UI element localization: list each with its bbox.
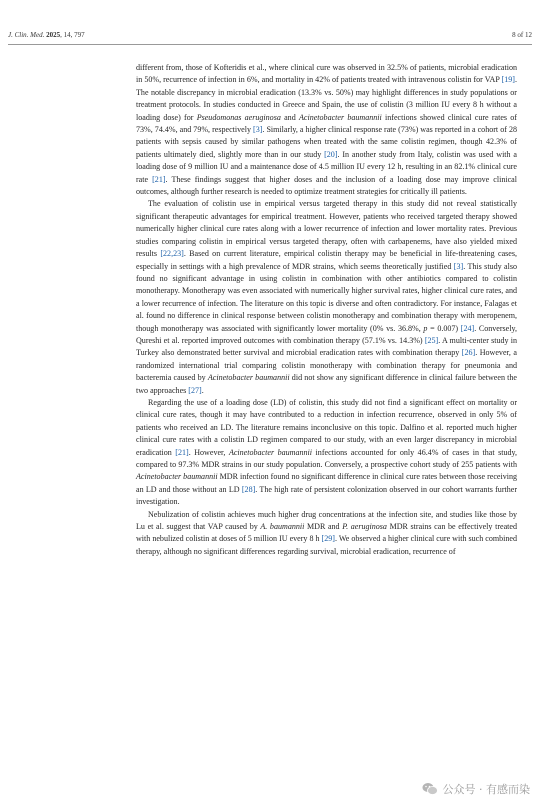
citation-link[interactable]: [24] bbox=[460, 323, 475, 333]
italic-term: Acinetobacter baumannii bbox=[136, 472, 218, 482]
citation-link[interactable]: [27] bbox=[188, 385, 202, 395]
text-run: and bbox=[280, 112, 299, 122]
body-paragraph bbox=[136, 198, 517, 397]
italic-term: Acinetobacter baumannii bbox=[207, 373, 290, 383]
text-run: . The high rate of persistent colonization observed in our cohort warrants further investigation. bbox=[136, 484, 518, 507]
watermark-text: 公众号 · 有感而染 bbox=[442, 783, 530, 796]
body-paragraph bbox=[136, 509, 517, 559]
wechat-icon bbox=[422, 782, 438, 796]
header-rule bbox=[8, 44, 532, 45]
article-body bbox=[136, 62, 517, 558]
text-run: Regarding the use of a loading dose (LD) of colistin, this study did not find a significant effect on mortality or clinical cure rates, though it may have contributed to a reduction in infection recurrence, observed in only 5% of patients who received an LD. The literature remains inconclusive on this topic. Dalfino et al. reported much higher clinical cure rates with a colistin LD regimen compared to our study, with an even larger discrepancy in microbial eradication bbox=[136, 397, 517, 457]
text-run: MDR and bbox=[304, 522, 343, 532]
citation-link[interactable]: [21] bbox=[175, 447, 189, 457]
body-paragraph bbox=[136, 62, 517, 198]
text-run: . This study also found no significant advantage in using colistin in combination with other antibiotics compared to colistin monotherapy. Monotherapy was even associated with numerically higher survival rates, higher clinical cure rates, and a lower recurrence of infection. The literature on this topic is diverse and often contradictory. For instance, Falagas et al. found no difference in clinical response between colistin monotherapy and combination therapy with meropenem, though monotherapy was associated with significantly lower mortality (0% vs. 36.8%, bbox=[136, 261, 517, 333]
text-run: . Similarly, a higher clinical response rate (73%) was reported in a cohort of 28 patients with sepsis caused by similar pathogens when treated with the same colistin regimen, though 42.3% of patients ultimately died, slightly more than in our study bbox=[136, 125, 517, 159]
italic-term: A. baumannii bbox=[260, 522, 305, 532]
page-number: 8 of 12 bbox=[512, 31, 532, 39]
citation-link[interactable]: [20] bbox=[324, 149, 338, 159]
citation-link[interactable]: [29] bbox=[321, 534, 335, 544]
text-run: . We observed a higher clinical cure with such combined therapy, although no significant differences regarding survival, microbial eradication, recurrence of bbox=[136, 534, 517, 556]
italic-term: Acinetobacter baumannii bbox=[298, 112, 382, 122]
text-run: . However, a randomized international trial comparing colistin monotherapy with combination therapy for pneumonia and bacteremia caused by bbox=[136, 348, 517, 383]
citation-link[interactable]: [3] bbox=[453, 261, 464, 271]
text-run: infections accounted for only 46.4% of cases in that study, compared to 97.3% MDR strains in our study population. Conversely, a prospective cohort study of 255 patients with bbox=[136, 447, 518, 469]
text-run: . A multi-center study in Turkey also demonstrated better survival and microbial eradication rates with combination therapy bbox=[136, 335, 517, 358]
text-run: . However, bbox=[188, 447, 229, 457]
text-run: did not show any significant difference in clinical failure between the two approaches bbox=[136, 373, 517, 395]
text-run: . The notable discrepancy in microbial eradication (13.3% vs. 50%) may highlight differences in study populations or treatment protocols. In studies conducted in Greece and Spain, the use of colistin (3 million IU every 8 h without a loading dose) for bbox=[136, 75, 517, 122]
body-paragraph bbox=[136, 397, 517, 509]
citation-link[interactable]: [21] bbox=[152, 174, 166, 184]
citation-link[interactable]: [26] bbox=[461, 348, 476, 358]
citation-link[interactable]: [22,23] bbox=[160, 249, 184, 259]
journal-volume: , 14, 797 bbox=[60, 31, 85, 39]
text-run: = 0.007) bbox=[427, 323, 461, 333]
italic-term: P. aeruginosa bbox=[342, 522, 387, 532]
italic-term: p bbox=[423, 323, 428, 333]
text-run: . In another study from Italy, colistin was used with a loading dose of 9 million IU and a maintenance dose of 4.5 million IU every 12 h, resulting in an 82.1% clinical cure rate bbox=[136, 149, 517, 184]
text-run: infections showed clinical cure rates of 73%, 74.4%, and 79%, respectively bbox=[136, 112, 517, 135]
text-run: The evaluation of colistin use in empirical versus targeted therapy in this study did not reveal statistically significant therapeutic advantages for empirical treatment. However, patients who received targeted therapy showed numerically higher clinical cure rates along with a lower recurrence of infection and lower mortality rates. Previous studies comparing colistin in empirical versus targeted therapy, often with carbapenems, have also yielded mixed results bbox=[136, 199, 517, 259]
page-header bbox=[8, 28, 532, 42]
text-run: MDR strains can be effectively treated with nebulized colistin at doses of 5 million IU every 8 h bbox=[136, 522, 517, 544]
italic-term: Pseudomonas aeruginosa bbox=[196, 112, 281, 122]
text-run: . These findings suggest that higher doses and the inclusion of a loading dose may improve clinical outcomes, although further research is needed to optimize treatment strategies for critically ill patients. bbox=[136, 174, 517, 197]
watermark bbox=[422, 781, 531, 797]
text-run: . Conversely, Qureshi et al. reported improved outcomes with combination therapy (57.1% vs. 14.3%) bbox=[136, 323, 518, 345]
text-run: . bbox=[201, 385, 204, 395]
text-run: different from, those of Kofteridis et al., where clinical cure was observed in 32.5% of patients, microbial eradication in 50%, recurrence of infection in 6%, and mortality in 42% of patients treated with intravenous colistin for VAP bbox=[136, 63, 517, 85]
italic-term: Acinetobacter baumannii bbox=[228, 447, 313, 457]
journal-name: J. Clin. Med. bbox=[8, 31, 45, 39]
text-run: Nebulization of colistin achieves much higher drug concentrations at the infection site, and studies like those by Lu et al. suggest that VAP caused by bbox=[136, 509, 517, 532]
journal-year: 2025 bbox=[46, 31, 61, 39]
citation-link[interactable]: [25] bbox=[424, 335, 439, 345]
text-run: . Based on current literature, empirical colistin therapy may be beneficial in life-threatening cases, especially in settings with a high prevalence of MDR strains, which seems theoretically justified bbox=[136, 249, 517, 271]
text-run: MDR infection found no significant difference in clinical cure rates between those receiving an LD and those without an LD bbox=[136, 472, 518, 494]
citation-link[interactable]: [28] bbox=[241, 484, 256, 494]
journal-citation bbox=[8, 31, 85, 39]
citation-link[interactable]: [3] bbox=[253, 125, 263, 135]
citation-link[interactable]: [19] bbox=[501, 75, 515, 85]
